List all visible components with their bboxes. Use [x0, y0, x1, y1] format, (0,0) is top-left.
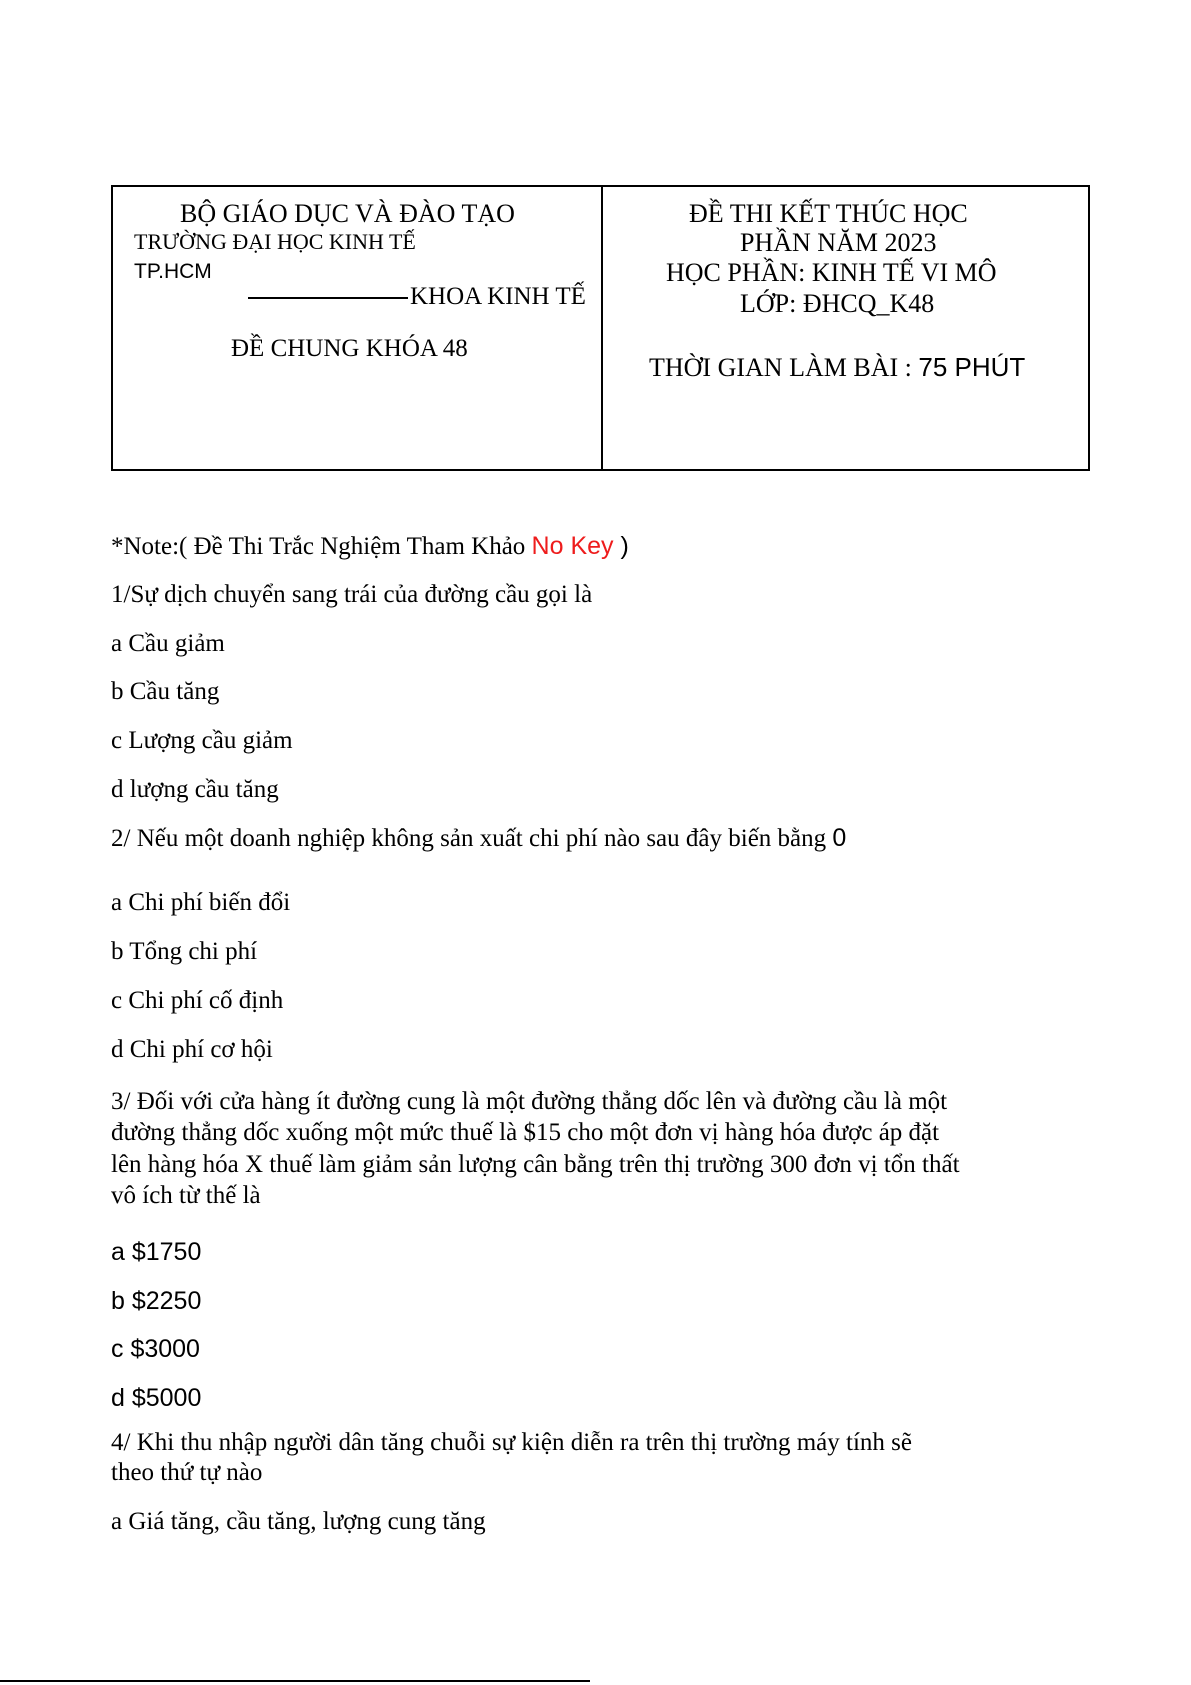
- question-4-line-1: 4/ Khi thu nhập người dân tăng chuỗi sự kiện diễn ra trên thị trường máy tính sẽ: [111, 1429, 912, 1456]
- note-line: [111, 530, 629, 563]
- question-4-line-2: theo thứ tự nào: [111, 1459, 263, 1486]
- exam-title-line1: ĐỀ THI KẾT THÚC HỌC: [689, 199, 968, 228]
- ministry-name: BỘ GIÁO DỤC VÀ ĐÀO TẠO: [180, 199, 515, 228]
- note-suffix: ): [613, 532, 629, 560]
- question-2-text: [111, 822, 846, 855]
- question-2-option-b: b Tổng chi phí: [111, 938, 258, 965]
- question-3-option-a: a $1750: [111, 1238, 202, 1266]
- footnote-rule: [0, 1680, 590, 1682]
- question-1-text: 1/Sự dịch chuyển sang trái của đường cầu gọi là: [111, 581, 593, 608]
- question-4-option-a: a Giá tăng, cầu tăng, lượng cung tăng: [111, 1508, 486, 1535]
- exam-duration: [649, 354, 1025, 381]
- question-3-line-2: đường thẳng dốc xuống một mức thuế là $15 cho một đơn vị hàng hóa được áp đặt: [111, 1119, 940, 1146]
- faculty-name: KHOA KINH TẾ: [410, 283, 586, 310]
- question-2-option-c: c Chi phí cố định: [111, 987, 284, 1014]
- common-exam-label: ĐỀ CHUNG KHÓA 48: [231, 335, 468, 362]
- question-3-option-c: c $3000: [111, 1335, 200, 1363]
- question-1-option-d: d lượng cầu tăng: [111, 776, 279, 803]
- question-2-option-a: a Chi phí biến đổi: [111, 889, 291, 916]
- note-highlight: No Key: [531, 532, 614, 560]
- exam-header-table: [111, 185, 1090, 471]
- question-1-option-a: a Cầu giảm: [111, 630, 225, 657]
- city-name: TP.HCM: [134, 260, 212, 283]
- question-3-line-4: vô ích từ thế là: [111, 1182, 261, 1209]
- course-name: HỌC PHẦN: KINH TẾ VI MÔ: [666, 258, 997, 287]
- question-1-option-b: b Cầu tăng: [111, 678, 220, 705]
- header-divider: [601, 187, 603, 469]
- duration-label: THỜI GIAN LÀM BÀI :: [649, 353, 919, 382]
- exam-title-line2: PHẦN NĂM 2023: [740, 228, 937, 257]
- question-2-option-d: d Chi phí cơ hội: [111, 1036, 273, 1063]
- class-name: LỚP: ĐHCQ_K48: [740, 289, 935, 318]
- duration-value: 75 PHÚT: [918, 352, 1026, 382]
- question-3-line-1: 3/ Đối với cửa hàng ít đường cung là một đường thẳng dốc lên và đường cầu là một: [111, 1088, 948, 1115]
- question-2-text-tail: 0: [832, 824, 847, 852]
- question-3-option-b: b $2250: [111, 1287, 202, 1315]
- question-3-option-d: d $5000: [111, 1384, 202, 1412]
- university-name: TRƯỜNG ĐẠI HỌC KINH TẾ: [134, 229, 416, 254]
- question-3-line-3: lên hàng hóa X thuế làm giảm sản lượng cân bằng trên thị trường 300 đơn vị tổn thất: [111, 1151, 960, 1178]
- question-2-text-main: 2/ Nếu một doanh nghiệp không sản xuất chi phí nào sau đây biến bằng: [111, 825, 833, 852]
- question-1-option-c: c Lượng cầu giảm: [111, 727, 293, 754]
- note-prefix: *Note:( Đề Thi Trắc Nghiệm Tham Khảo: [111, 533, 532, 560]
- header-rule: [248, 297, 408, 299]
